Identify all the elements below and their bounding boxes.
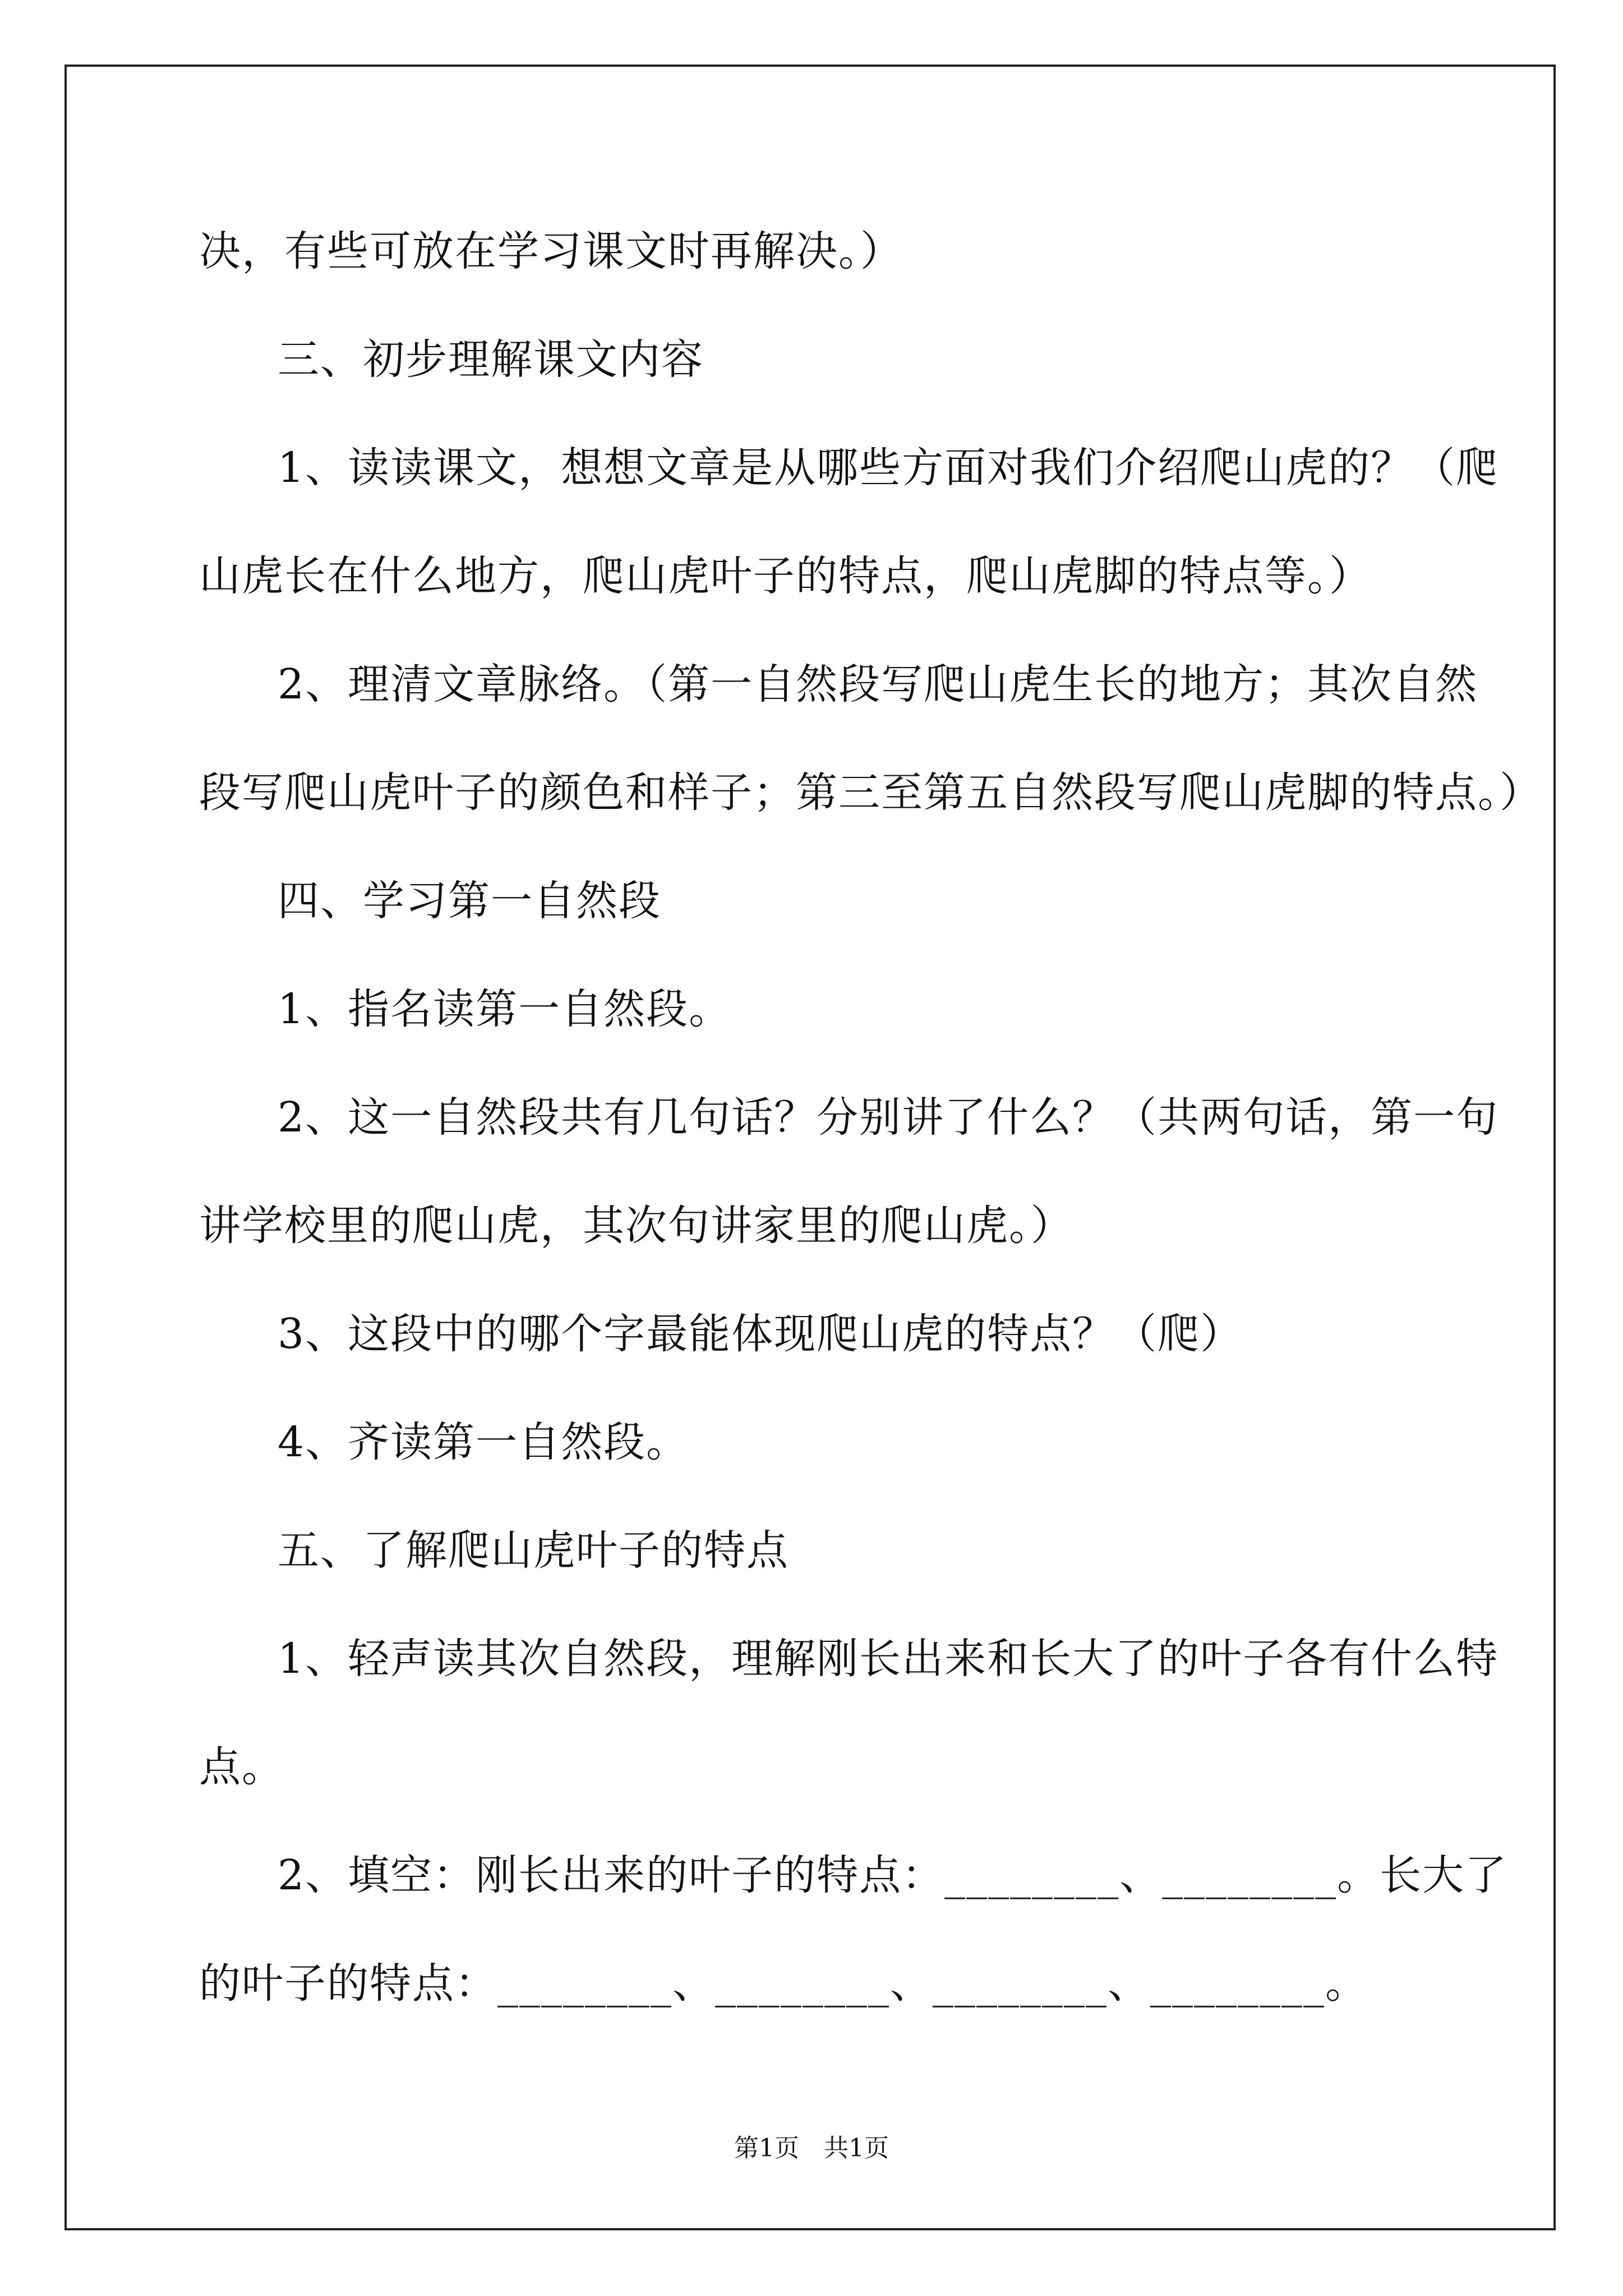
text-line: 山虎长在什么地方，爬山虎叶子的特点，爬山虎脚的特点等。）: [199, 552, 1372, 600]
page-border: [64, 65, 1556, 2230]
text-line: 2、填空：刚长出来的叶子的特点：________、________。长大了: [278, 1851, 1508, 1899]
section-heading: 四、学习第一自然段: [278, 877, 661, 925]
text-line: 的叶子的特点：________、________、________、________。: [199, 1959, 1368, 2008]
section-heading: 三、初步理解课文内容: [278, 335, 704, 384]
text-line: 4、齐读第一自然段。: [278, 1418, 689, 1466]
text-line: 1、读读课文，想想文章是从哪些方面对我们介绍爬山虎的？（爬: [278, 444, 1499, 492]
text-line: 决，有些可放在学习课文时再解决。）: [199, 227, 903, 275]
text-line: 1、指名读第一自然段。: [278, 985, 732, 1033]
text-line: 讲学校里的爬山虎，其次句讲家里的爬山虎。）: [199, 1202, 1073, 1250]
text-line: 段写爬山虎叶子的颜色和样子；第三至第五自然段写爬山虎脚的特点。）: [199, 769, 1542, 817]
section-heading: 五、了解爬山虎叶子的特点: [278, 1526, 789, 1575]
text-line: 1、轻声读其次自然段，理解刚长出来和长大了的叶子各有什么特: [278, 1635, 1499, 1683]
text-line: 2、这一自然段共有几句话？分别讲了什么？（共两句话，第一句: [278, 1093, 1499, 1142]
text-line: 点。: [199, 1743, 284, 1791]
text-line: 3、这段中的哪个字最能体现爬山虎的特点？（爬）: [278, 1310, 1243, 1358]
page-number-footer: 第1页 共1页: [734, 2134, 889, 2162]
text-line: 2、理清文章脉络。（第一自然段写爬山虎生长的地方；其次自然: [278, 660, 1478, 708]
